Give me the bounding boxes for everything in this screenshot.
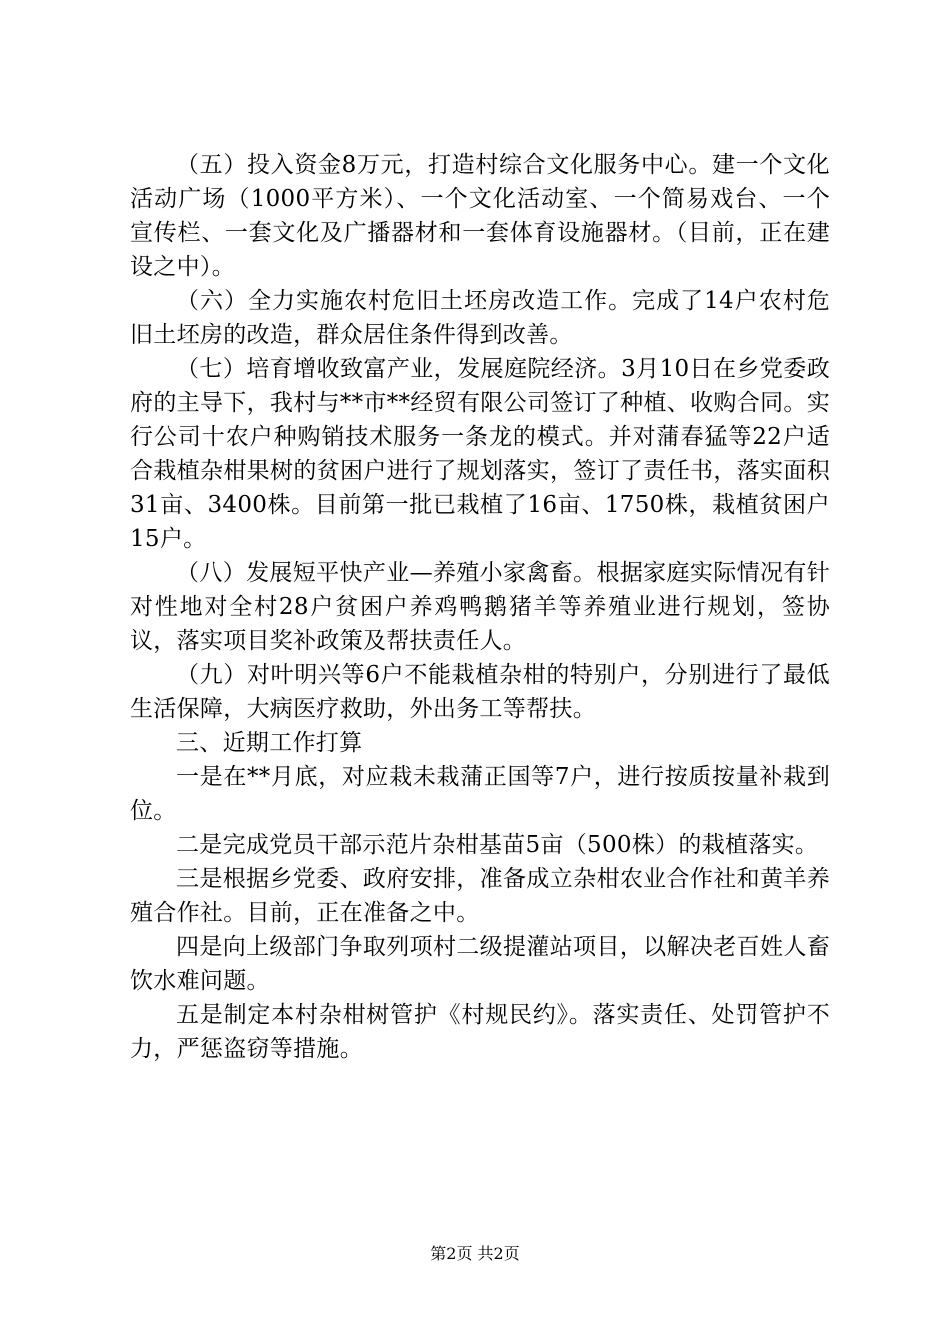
plan-item-3: 三是根据乡党委、政府安排，准备成立杂柑农业合作社和黄羊养殖合作社。目前，正在准备之中。	[130, 866, 830, 926]
paragraph-7: （七）培育增收致富产业，发展庭院经济。3月10日在乡党委政府的主导下，我村与**市**经贸有限公司签订了种植、收购合同。实行公司十农户种购销技术服务一条龙的模式。并对蒲春猛等22户适合栽植杂柑果树的贫困户进行了规划落实，签订了责任书，落实面积31亩、3400株。目前第一批已栽植了16亩、1750株，栽植贫困户15户。	[130, 356, 830, 552]
paragraph-9: （九）对叶明兴等6户不能栽植杂柑的特别户，分别进行了最低生活保障，大病医疗救助，外出务工等帮扶。	[130, 662, 830, 722]
plan-item-2: 二是完成党员干部示范片杂柑基苗5亩（500株）的栽植落实。	[176, 832, 819, 858]
plan-item-5: 五是制定本村杂柑树管护《村规民约》。落实责任、处罚管护不力，严惩盗窃等措施。	[130, 1002, 830, 1062]
document-body	[130, 148, 830, 1066]
section-heading-3: 三、近期工作打算	[176, 730, 363, 756]
paragraph-5: （五）投入资金8万元，打造村综合文化服务中心。建一个文化活动广场（1000平方米）、一个文化活动室、一个简易戏台、一个宣传栏、一套文化及广播器材和一套体育设施器材。（目前，正在建设之中）。	[130, 152, 830, 280]
plan-item-1: 一是在**月底，对应栽未栽蒲正国等7户，进行按质按量补栽到位。	[130, 764, 830, 824]
page-number-footer: 第2页 共2页	[430, 1244, 520, 1263]
plan-item-4: 四是向上级部门争取列项村二级提灌站项目，以解决老百姓人畜饮水难问题。	[130, 934, 830, 994]
paragraph-6: （六）全力实施农村危旧土坯房改造工作。完成了14户农村危旧土坯房的改造，群众居住条件得到改善。	[130, 288, 830, 348]
paragraph-8: （八）发展短平快产业—养殖小家禽畜。根据家庭实际情况有针对性地对全村28户贫困户养鸡鸭鹅猪羊等养殖业进行规划，签协议，落实项目奖补政策及帮扶责任人。	[130, 560, 830, 654]
